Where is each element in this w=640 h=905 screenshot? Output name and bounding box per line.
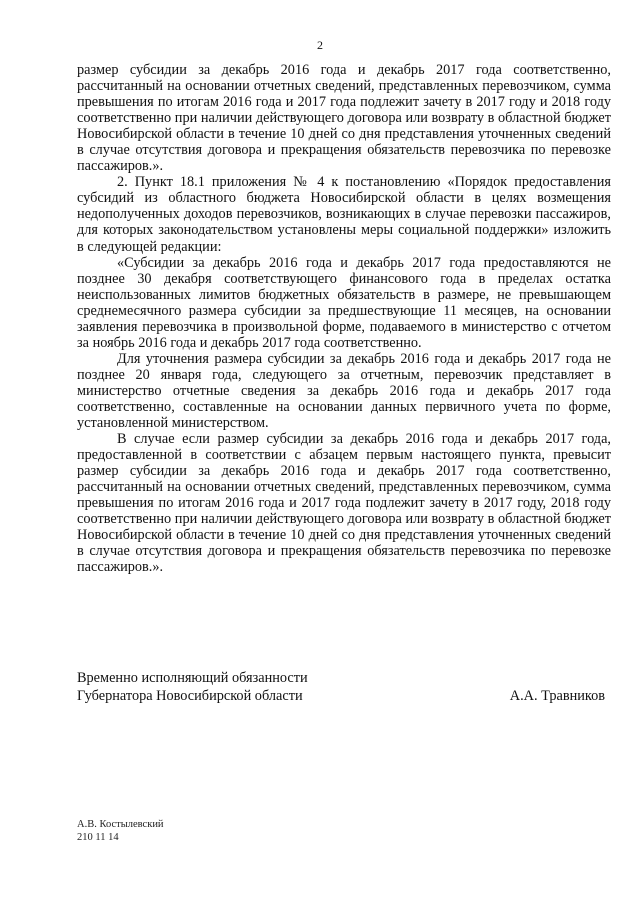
paragraph-quoted-1: «Субсидии за декабрь 2016 года и декабрь 2017 года предоставляются не позднее 30 декабря соответствующего финансового года в пределах остатка неиспользованных лимитов бюджетных обязательств в размере, не превышающем среднемесячного размера субсидии за предшествующие 11 месяцев, на основании заявления перевозчика в произвольной форме, подаваемого в министерство с отчетом за ноябрь 2016 года и декабрь 2017 года соответственно. xyxy=(77,254,611,351)
signatory-name: А.А. Травников xyxy=(509,688,605,704)
footer-author: А.В. Костылевский xyxy=(77,819,164,830)
signatory-position-line2: Губернатора Новосибирской области xyxy=(77,688,303,704)
signature-block xyxy=(77,669,611,705)
paragraph-quoted-3: В случае если размер субсидии за декабрь 2016 года и декабрь 2017 года, предоставленной в соответствии с абзацем первым настоящего пункта, превысит размер субсидии за декабрь 2016 года и декабрь 2017 года соответственно, рассчитанный на основании отчетных сведений, представленных перевозчиком, сумма превышения по итогам 2016 года и 2017 года подлежит зачету в 2017 году, 2018 году соответственно при наличии действующего договора или возврату в областной бюджет Новосибирской области в течение 10 дней со дня представления уточненных сведений в случае отсутствия договора и прекращения обязательств перевозчика по перевозке пассажиров.». xyxy=(77,431,611,576)
signature-row xyxy=(77,687,611,705)
footer-contact xyxy=(77,819,164,844)
signatory-position-line1: Временно исполняющий обязанности xyxy=(77,670,308,686)
paragraph-continuation: размер субсидии за декабрь 2016 года и декабрь 2017 года соответственно, рассчитанный на основании отчетных сведений, представленных перевозчиком, сумма превышения по итогам 2016 года и 2017 года подлежит зачету в 2017 году и 2018 году соответственно при наличии действующего договора или возврату в областной бюджет Новосибирской области в течение 10 дней со дня представления уточненных сведений в случае отсутствия договора и прекращения обязательств перевозчика по перевозке пассажиров.». xyxy=(77,62,611,175)
paragraph-item-2: 2. Пункт 18.1 приложения № 4 к постановлению «Порядок предоставления субсидий из областного бюджета Новосибирской области в целях возмещения недополученных доходов перевозчиков, возникающих в случае перевозки пассажиров, для которых законодательством установлены меры социальной поддержки» изложить в следующей редакции: xyxy=(77,174,611,255)
footer-phone: 210 11 14 xyxy=(77,831,119,843)
paragraph-quoted-2: Для уточнения размера субсидии за декабрь 2016 года и декабрь 2017 года не позднее 20 января года, следующего за отчетным, перевозчик представляет в министерство отчетные сведения за декабрь 2016 года и декабрь 2017 года соответственно, составленные на основании данных первичного учета по форме, установленной министерством. xyxy=(77,350,611,432)
page-number: 2 xyxy=(317,38,323,52)
document-body xyxy=(77,62,611,576)
